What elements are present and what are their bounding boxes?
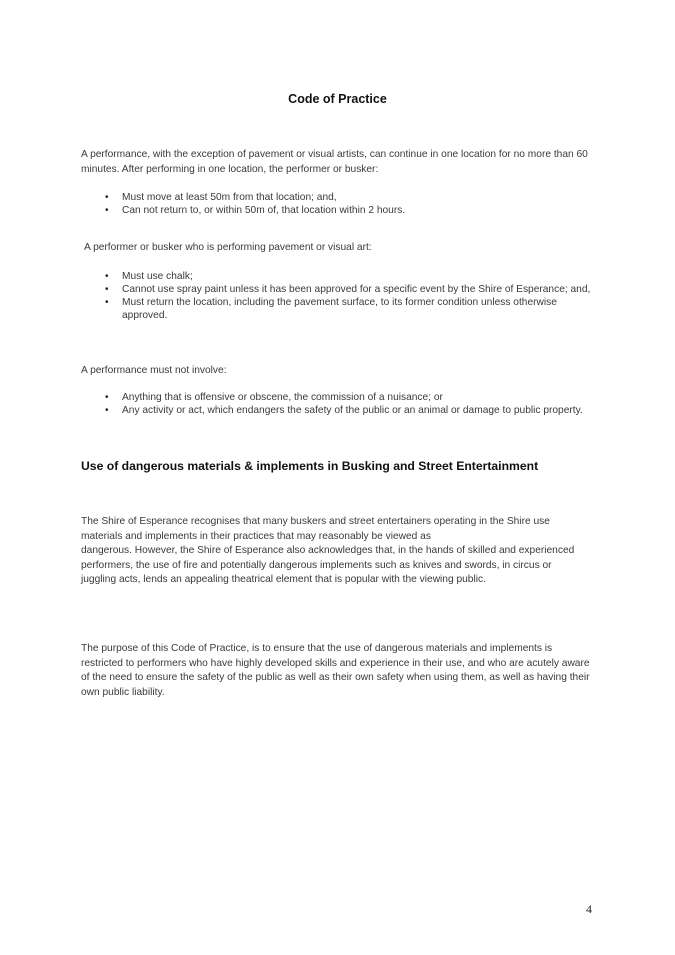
intro-bullet-list xyxy=(105,191,595,217)
bullet-icon: • xyxy=(105,192,109,203)
pavement-paragraph: A performer or busker who is performing pavement or visual art: xyxy=(84,242,372,253)
section-paragraph-1-part-2: dangerous. However, the Shire of Esperance also acknowledges that, in the hands of skilled and experienced performers, the use of fire and potentially dangerous implements such as knives and swords, in circus or juggling acts, lends an appealing theatrical element that is popular with the viewing public. xyxy=(81,545,575,585)
section-paragraph-1-part-1: The Shire of Esperance recognises that many buskers and street entertainers operating in the Shire use materials and implements in their practices that may reasonably be viewed as xyxy=(81,516,550,542)
restriction-bullet-list xyxy=(105,391,595,417)
restriction-paragraph: A performance must not involve: xyxy=(81,365,227,376)
list-item xyxy=(105,204,595,217)
list-item xyxy=(105,283,595,296)
bullet-icon: • xyxy=(105,284,109,295)
page-title: Code of Practice xyxy=(288,92,387,106)
bullet-icon: • xyxy=(105,205,109,216)
intro-paragraph: A performance, with the exception of pavement or visual artists, can continue in one location for no more than 60 minutes. After performing in one location, the performer or busker: xyxy=(81,149,588,175)
list-item-text: Must move at least 50m from that location; and, xyxy=(122,192,337,203)
list-item-text: Cannot use spray paint unless it has been approved for a specific event by the Shire of Esperance; and, xyxy=(122,284,591,295)
page-number: 4 xyxy=(586,902,592,916)
pavement-bullet-list xyxy=(105,270,595,322)
list-item-text: Any activity or act, which endangers the safety of the public or an animal or damage to public property. xyxy=(122,405,583,416)
list-item xyxy=(105,270,595,283)
bullet-icon: • xyxy=(105,405,109,416)
list-item xyxy=(105,191,595,204)
list-item xyxy=(105,391,595,404)
section-paragraph-2: The purpose of this Code of Practice, is to ensure that the use of dangerous materials and implements is restricted to performers who have highly developed skills and experience in their use, and who are acutely aware of the need to ensure the safety of the public as well as their own safety when using them, as well as having their own public liability. xyxy=(81,643,590,698)
list-item xyxy=(105,404,595,417)
list-item-text: Anything that is offensive or obscene, the commission of a nuisance; or xyxy=(122,392,443,403)
bullet-icon: • xyxy=(105,271,109,282)
list-item-text: Must use chalk; xyxy=(122,271,193,282)
list-item-text: Must return the location, including the pavement surface, to its former condition unless otherwise approved. xyxy=(122,297,557,321)
bullet-icon: • xyxy=(105,392,109,403)
list-item xyxy=(105,296,595,322)
section-heading: Use of dangerous materials & implements in Busking and Street Entertainment xyxy=(81,459,539,473)
bullet-icon: • xyxy=(105,297,109,308)
list-item-text: Can not return to, or within 50m of, that location within 2 hours. xyxy=(122,205,406,216)
